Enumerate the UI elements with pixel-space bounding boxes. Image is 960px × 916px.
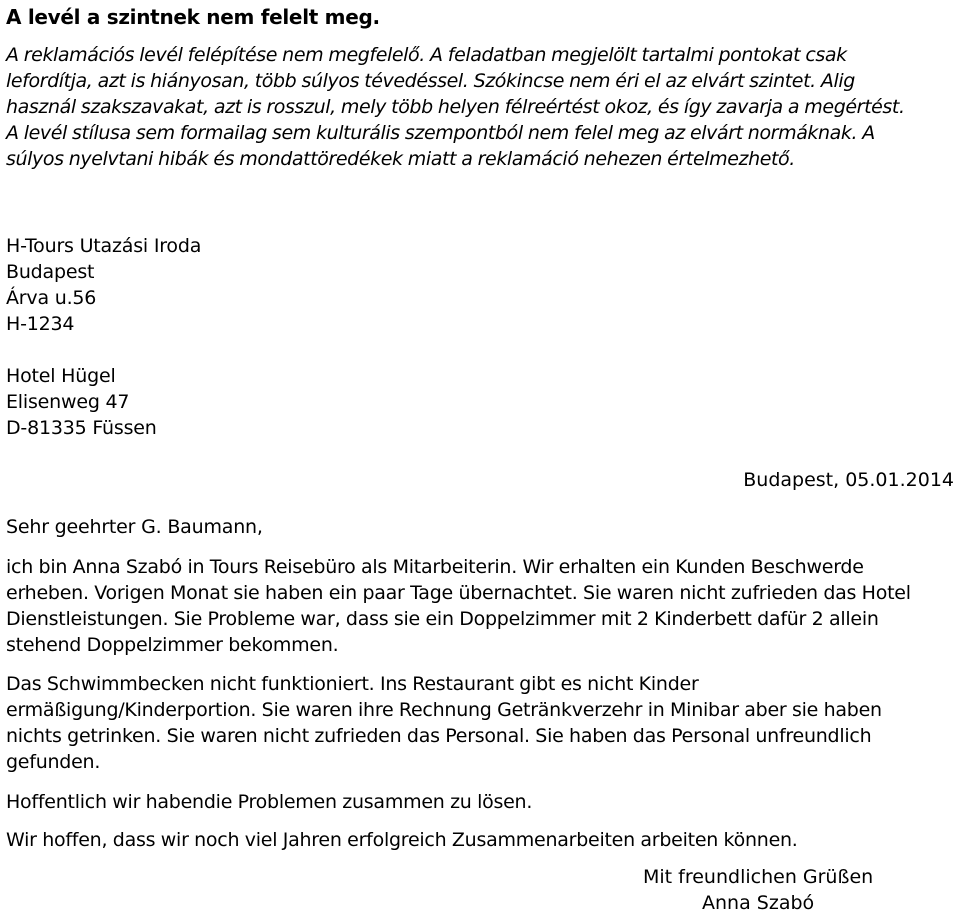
evaluation-text	[6, 42, 956, 172]
sender-line: H-Tours Utazási Iroda	[6, 235, 202, 257]
paragraph-line: Hoffentlich wir habendie Problemen zusammen zu lösen.	[6, 791, 533, 813]
salutation	[6, 514, 263, 540]
evaluation-line: használ szakszavakat, azt is rosszul, mely több helyen félreértést okoz, és így zavarja a megértést.	[6, 96, 905, 118]
salutation-text: Sehr geehrter G. Baumann,	[6, 516, 263, 538]
sender-address	[6, 233, 201, 337]
signature-name: Anna Szabó	[702, 892, 815, 914]
closing-block	[643, 864, 873, 916]
paragraph-line: nichts getrinken. Sie waren nicht zufrieden das Personal. Sie haben das Personal unfreundlich	[6, 725, 872, 747]
paragraph-line: Das Schwimmbecken nicht funktioniert. Ins Restaurant gibt es nicht Kinder	[6, 673, 699, 695]
recipient-address	[6, 363, 157, 441]
closing-phrase: Mit freundlichen Grüßen	[643, 866, 874, 888]
letter-paragraph	[6, 827, 954, 853]
letter-paragraph	[6, 554, 954, 658]
sender-line: Budapest	[6, 261, 95, 283]
sender-line: Árva u.56	[6, 287, 97, 309]
evaluation-heading: A levél a szintnek nem felelt meg.	[6, 5, 380, 29]
letter-paragraph	[6, 671, 954, 775]
letter-date: Budapest, 05.01.2014	[743, 469, 954, 491]
paragraph-line: ermäßigung/Kinderportion. Sie waren ihre Rechnung Getränkverzehr in Minibar aber sie haben	[6, 699, 882, 721]
letter-paragraph	[6, 789, 954, 815]
evaluation-line: A reklamációs levél felépítése nem megfelelő. A feladatban megjelölt tartalmi pontokat csak	[6, 44, 847, 66]
evaluation-line: súlyos nyelvtani hibák és mondattöredékek miatt a reklamáció nehezen értelmezhető.	[6, 148, 795, 170]
paragraph-line: ich bin Anna Szabó in Tours Reisebüro als Mitarbeiterin. Wir erhalten ein Kunden Beschwerde	[6, 556, 864, 578]
paragraph-line: gefunden.	[6, 751, 101, 773]
evaluation-line: lefordítja, azt is hiányosan, több súlyos tévedéssel. Szókincse nem éri el az elvárt szintet. Alig	[6, 70, 855, 92]
paragraph-line: stehend Doppelzimmer bekommen.	[6, 634, 339, 656]
recipient-line: D-81335 Füssen	[6, 417, 157, 439]
paragraph-line: erheben. Vorigen Monat sie haben ein paar Tage übernachtet. Sie waren nicht zufrieden das Hotel	[6, 582, 911, 604]
paragraph-line: Wir hoffen, dass wir noch viel Jahren erfolgreich Zusammenarbeiten arbeiten können.	[6, 829, 798, 851]
recipient-line: Hotel Hügel	[6, 365, 116, 387]
sender-line: H-1234	[6, 313, 75, 335]
paragraph-line: Dienstleistungen. Sie Probleme war, dass sie ein Doppelzimmer mit 2 Kinderbett dafür 2 allein	[6, 608, 879, 630]
recipient-line: Elisenweg 47	[6, 391, 130, 413]
evaluation-line: A levél stílusa sem formailag sem kulturális szempontból nem felel meg az elvárt normáknak. A	[6, 122, 875, 144]
